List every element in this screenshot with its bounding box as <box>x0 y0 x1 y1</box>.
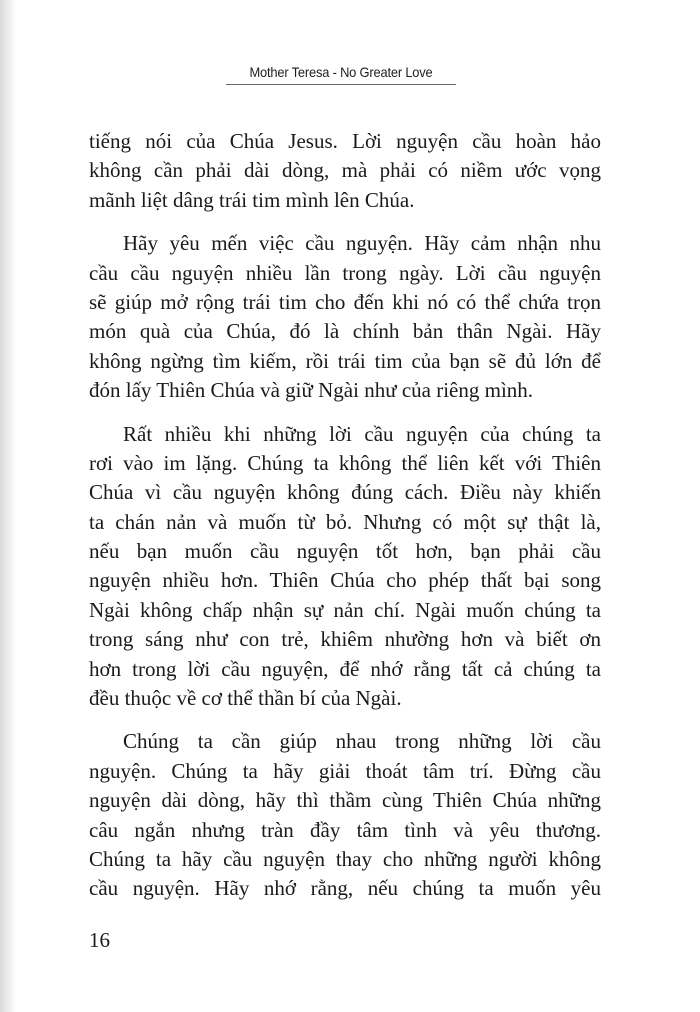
paragraph <box>89 727 601 903</box>
text-line: hơn trong lời cầu nguyện, để nhớ rằng tất cả chúng ta <box>89 656 601 681</box>
text-line: Chúng ta hãy cầu nguyện thay cho những người không <box>89 846 601 871</box>
paragraph <box>89 229 601 405</box>
body-text <box>89 127 601 918</box>
text-line: đón lấy Thiên Chúa và giữ Ngài như của riêng mình. <box>89 378 534 403</box>
text-line: câu ngắn nhưng tràn đầy tâm tình và yêu thương. <box>89 817 601 842</box>
running-header: Mother Teresa - No Greater Love <box>249 64 433 80</box>
text-line: nguyện nhiều hơn. Thiên Chúa cho phép thất bại song <box>89 568 601 593</box>
text-line: tiếng nói của Chúa Jesus. Lời nguyện cầu hoàn hảo <box>89 129 601 153</box>
text-line: ta chán nản và muốn từ bỏ. Nhưng có một sự thật là, <box>89 509 601 534</box>
text-line: nguyện. Chúng ta hãy giải thoát tâm trí. Đừng cầu <box>89 758 601 783</box>
text-line: đều thuộc về cơ thể thần bí của Ngài. <box>89 686 402 711</box>
text-line: mãnh liệt dâng trái tim mình lên Chúa. <box>89 187 415 212</box>
text-line: món quà của Chúa, đó là chính bản thân Ngài. Hãy <box>89 319 601 344</box>
text-line: không cần phải dài dòng, mà phải có niềm ước vọng <box>89 158 601 183</box>
text-line: Ngài không chấp nhận sự nản chí. Ngài muốn chúng ta <box>89 597 601 622</box>
page-edge-shadow <box>0 0 16 1012</box>
text-line: không ngừng tìm kiếm, rồi trái tim của bạn sẽ đủ lớn để <box>89 348 601 373</box>
text-line: sẽ giúp mở rộng trái tim cho đến khi nó có thể chứa trọn <box>89 289 601 314</box>
text-line: cầu cầu nguyện nhiều lần trong ngày. Lời cầu nguyện <box>89 260 601 285</box>
text-line: nguyện dài dòng, hãy thì thầm cùng Thiên Chúa những <box>89 788 601 813</box>
page-number: 16 <box>89 928 110 952</box>
text-line: nếu bạn muốn cầu nguyện tốt hơn, bạn phải cầu <box>89 539 601 564</box>
paragraph <box>89 127 601 215</box>
paragraph <box>89 420 601 714</box>
text-line: trong sáng như con trẻ, khiêm nhường hơn và biết ơn <box>89 627 601 652</box>
header-underline <box>226 84 456 85</box>
text-line: cầu nguyện. Hãy nhớ rằng, nếu chúng ta muốn yêu <box>89 876 601 901</box>
text-line: Chúa vì cầu nguyện không đúng cách. Điều này khiến <box>89 480 601 505</box>
text-line: rơi vào im lặng. Chúng ta không thể liên kết với Thiên <box>89 450 601 475</box>
text-line: Hãy yêu mến việc cầu nguyện. Hãy cảm nhận nhu <box>123 231 601 256</box>
text-line: Chúng ta cần giúp nhau trong những lời cầu <box>123 729 601 754</box>
text-line: Rất nhiều khi những lời cầu nguyện của chúng ta <box>123 421 601 446</box>
